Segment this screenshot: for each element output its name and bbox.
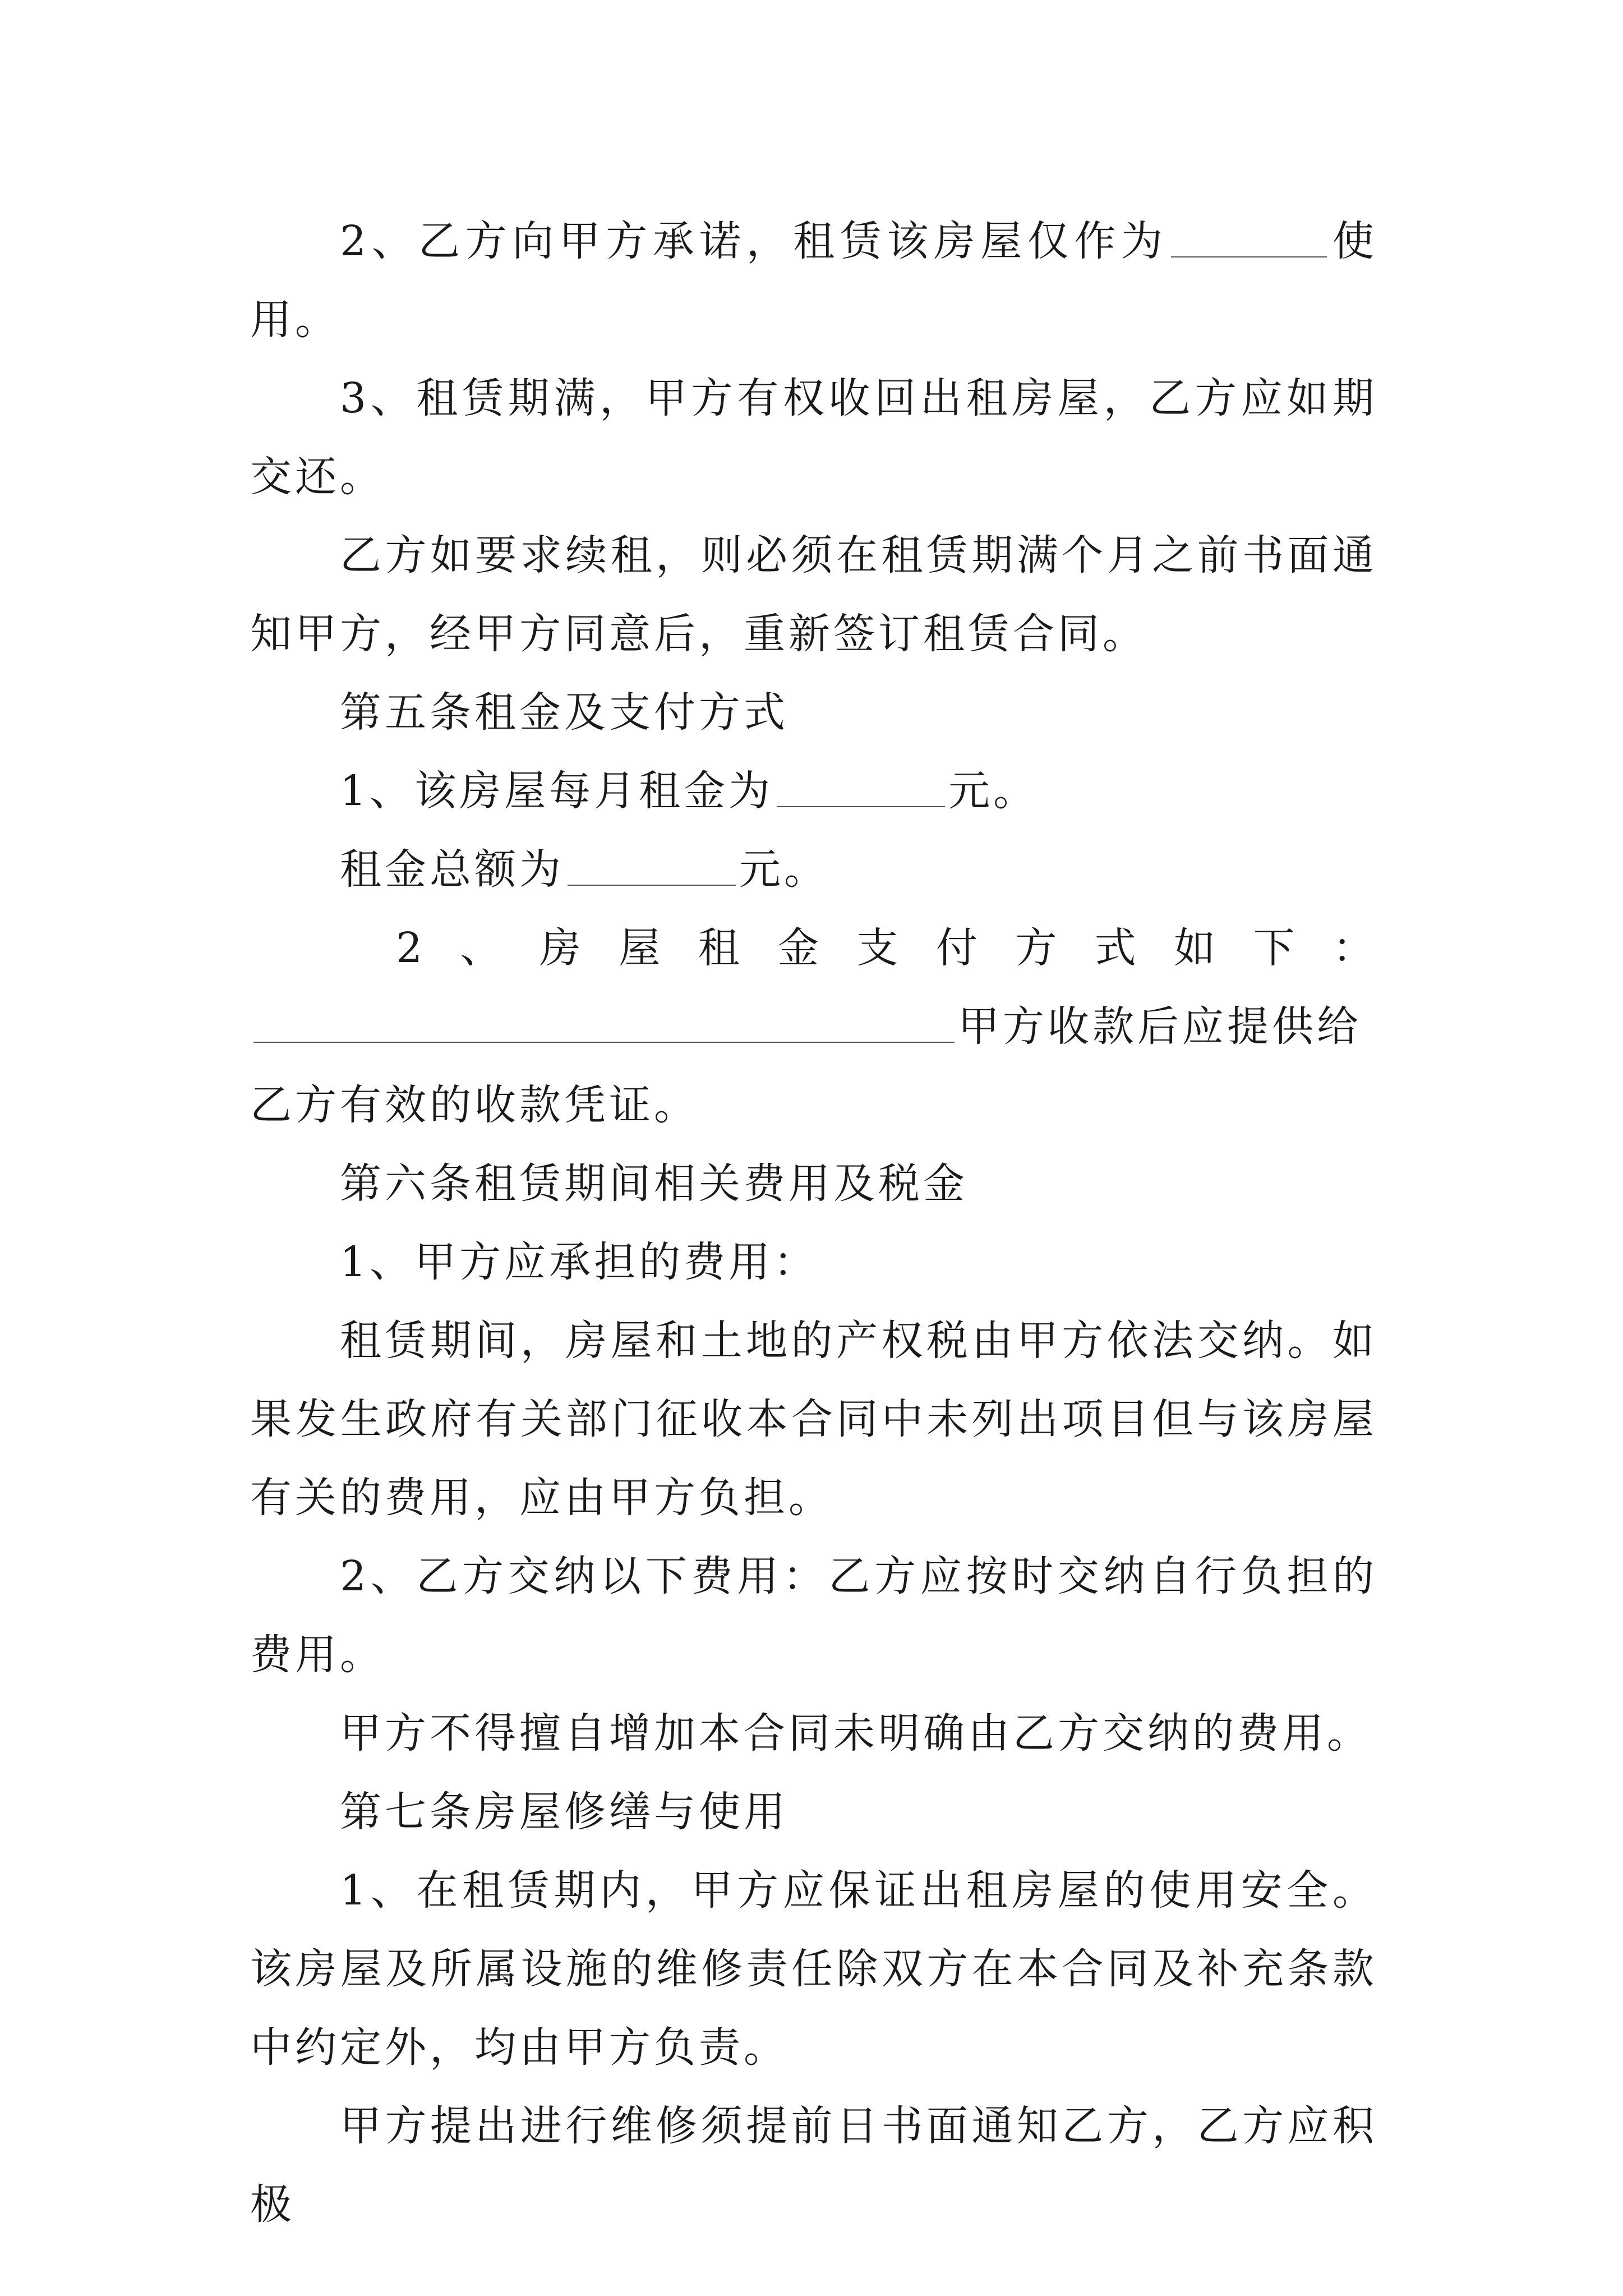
- clause-text: 元。: [948, 767, 1039, 815]
- clause-7-item-1: 1、在租赁期内，甲方应保证出租房屋的使用安全。该房屋及所属设施的维修责任除双方在本合同及补充条款中约定外，均由甲方负责。: [250, 1866, 1377, 2072]
- spread-char: 如: [1174, 924, 1219, 972]
- blank-line: [253, 1004, 955, 1043]
- spread-char: 方: [1015, 924, 1061, 972]
- clause-5-item-1: [250, 752, 1377, 830]
- clause-4-item-3: 3、租赁期满，甲方有权收回出租房屋，乙方应如期交还。: [250, 374, 1377, 501]
- section-7-heading: 第七条房屋修缮与使用: [340, 1788, 789, 1836]
- spread-char: ：: [1332, 924, 1377, 972]
- clause-4-renewal: 乙方如要求续租，则必须在租赁期满个月之前书面通知甲方，经甲方同意后，重新签订租赁合同。: [250, 531, 1377, 658]
- clause-5-item-2-line2: [250, 987, 1377, 1066]
- clause-text: 2、乙方向甲方承诺，租赁该房屋仅作为: [340, 217, 1168, 265]
- section-5-heading: 第五条租金及支付方式: [340, 688, 789, 737]
- clause-5-item-2-line3: 乙方有效的收款凭证。: [250, 1081, 699, 1129]
- spread-char: 付: [935, 924, 981, 972]
- blank-line: [1171, 219, 1327, 257]
- spread-char: 2: [396, 924, 426, 972]
- spread-char: 金: [777, 924, 823, 972]
- spread-char: 式: [1094, 924, 1140, 972]
- blank-line: [568, 847, 736, 886]
- clause-5-item-2-line1: [250, 909, 1377, 987]
- clause-7-notice: 甲方提出进行维修须提前日书面通知乙方，乙方应积极: [250, 2102, 1377, 2229]
- spread-char: 房: [539, 924, 584, 972]
- document-page: [250, 202, 1377, 2244]
- clause-6-item-1: 1、甲方应承担的费用：: [340, 1238, 819, 1286]
- clause-text: 使用。: [250, 217, 1377, 344]
- clause-text: 租金总额为: [340, 845, 564, 894]
- clause-4-item-2: [250, 202, 1377, 359]
- blank-line: [777, 769, 945, 807]
- clause-text: 甲方收款后应提供给: [958, 1002, 1362, 1051]
- spread-char: 屋: [619, 924, 664, 972]
- clause-6-item-1-detail: 租赁期间，房屋和土地的产权税由甲方依法交纳。如果发生政府有关部门征收本合同中未列出项目但与该房屋有关的费用，应由甲方负担。: [250, 1317, 1377, 1522]
- clause-5-total: [250, 830, 1377, 909]
- spread-char: 租: [698, 924, 743, 972]
- section-6-heading: 第六条租赁期间相关费用及税金: [340, 1159, 968, 1208]
- spread-char: 支: [856, 924, 902, 972]
- clause-6-restriction: 甲方不得擅自增加本合同未明确由乙方交纳的费用。: [340, 1709, 1372, 1757]
- clause-text: 元。: [739, 845, 829, 894]
- spread-char: 下: [1253, 924, 1298, 972]
- spread-char: 、: [460, 924, 505, 972]
- clause-6-item-2: 2、乙方交纳以下费用：乙方应按时交纳自行负担的费用。: [250, 1552, 1377, 1679]
- clause-text: 1、该房屋每月租金为: [340, 767, 774, 815]
